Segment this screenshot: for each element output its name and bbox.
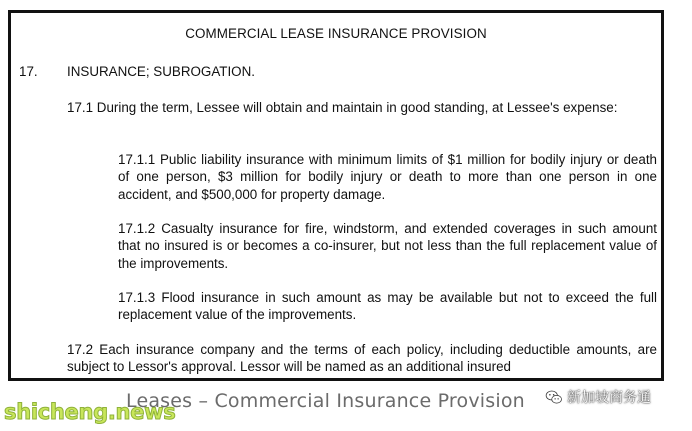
wechat-icon <box>545 388 563 406</box>
paragraph-17-2: 17.2 Each insurance company and the terms of each policy, including deductible amounts, are subject to Lessor's approval. Lessor will be named as an additional insured <box>67 342 657 375</box>
document-title: COMMERCIAL LEASE INSURANCE PROVISION <box>185 26 487 41</box>
section-heading: INSURANCE; SUBROGATION. <box>67 64 255 79</box>
account-watermark <box>545 387 651 407</box>
paragraph-17-1-2: 17.1.2 Casualty insurance for fire, windstorm, and extended coverages in such amount that no insured is or becomes a co-insurer, but not less than the full replacement value of the improvements. <box>118 221 657 271</box>
paragraph-17-1: 17.1 During the term, Lessee will obtain and maintain in good standing, at Lessee's expense: <box>67 100 618 115</box>
document-frame <box>8 10 664 381</box>
site-watermark: shicheng.news <box>4 400 176 424</box>
image-caption: Leases – Commercial Insurance Provision <box>126 390 525 412</box>
paragraph-17-1-1: 17.1.1 Public liability insurance with minimum limits of $1 million for bodily injury or death of one person, $3 million for bodily injury or death to more than one person in one accident, and $500,000 for property damage. <box>118 152 657 202</box>
account-watermark-text: 新加坡商务通 <box>567 390 651 406</box>
paragraph-17-1-3: 17.1.3 Flood insurance in such amount as may be available but not to exceed the full replacement value of the improvements. <box>118 290 657 323</box>
section-number: 17. <box>19 64 38 79</box>
